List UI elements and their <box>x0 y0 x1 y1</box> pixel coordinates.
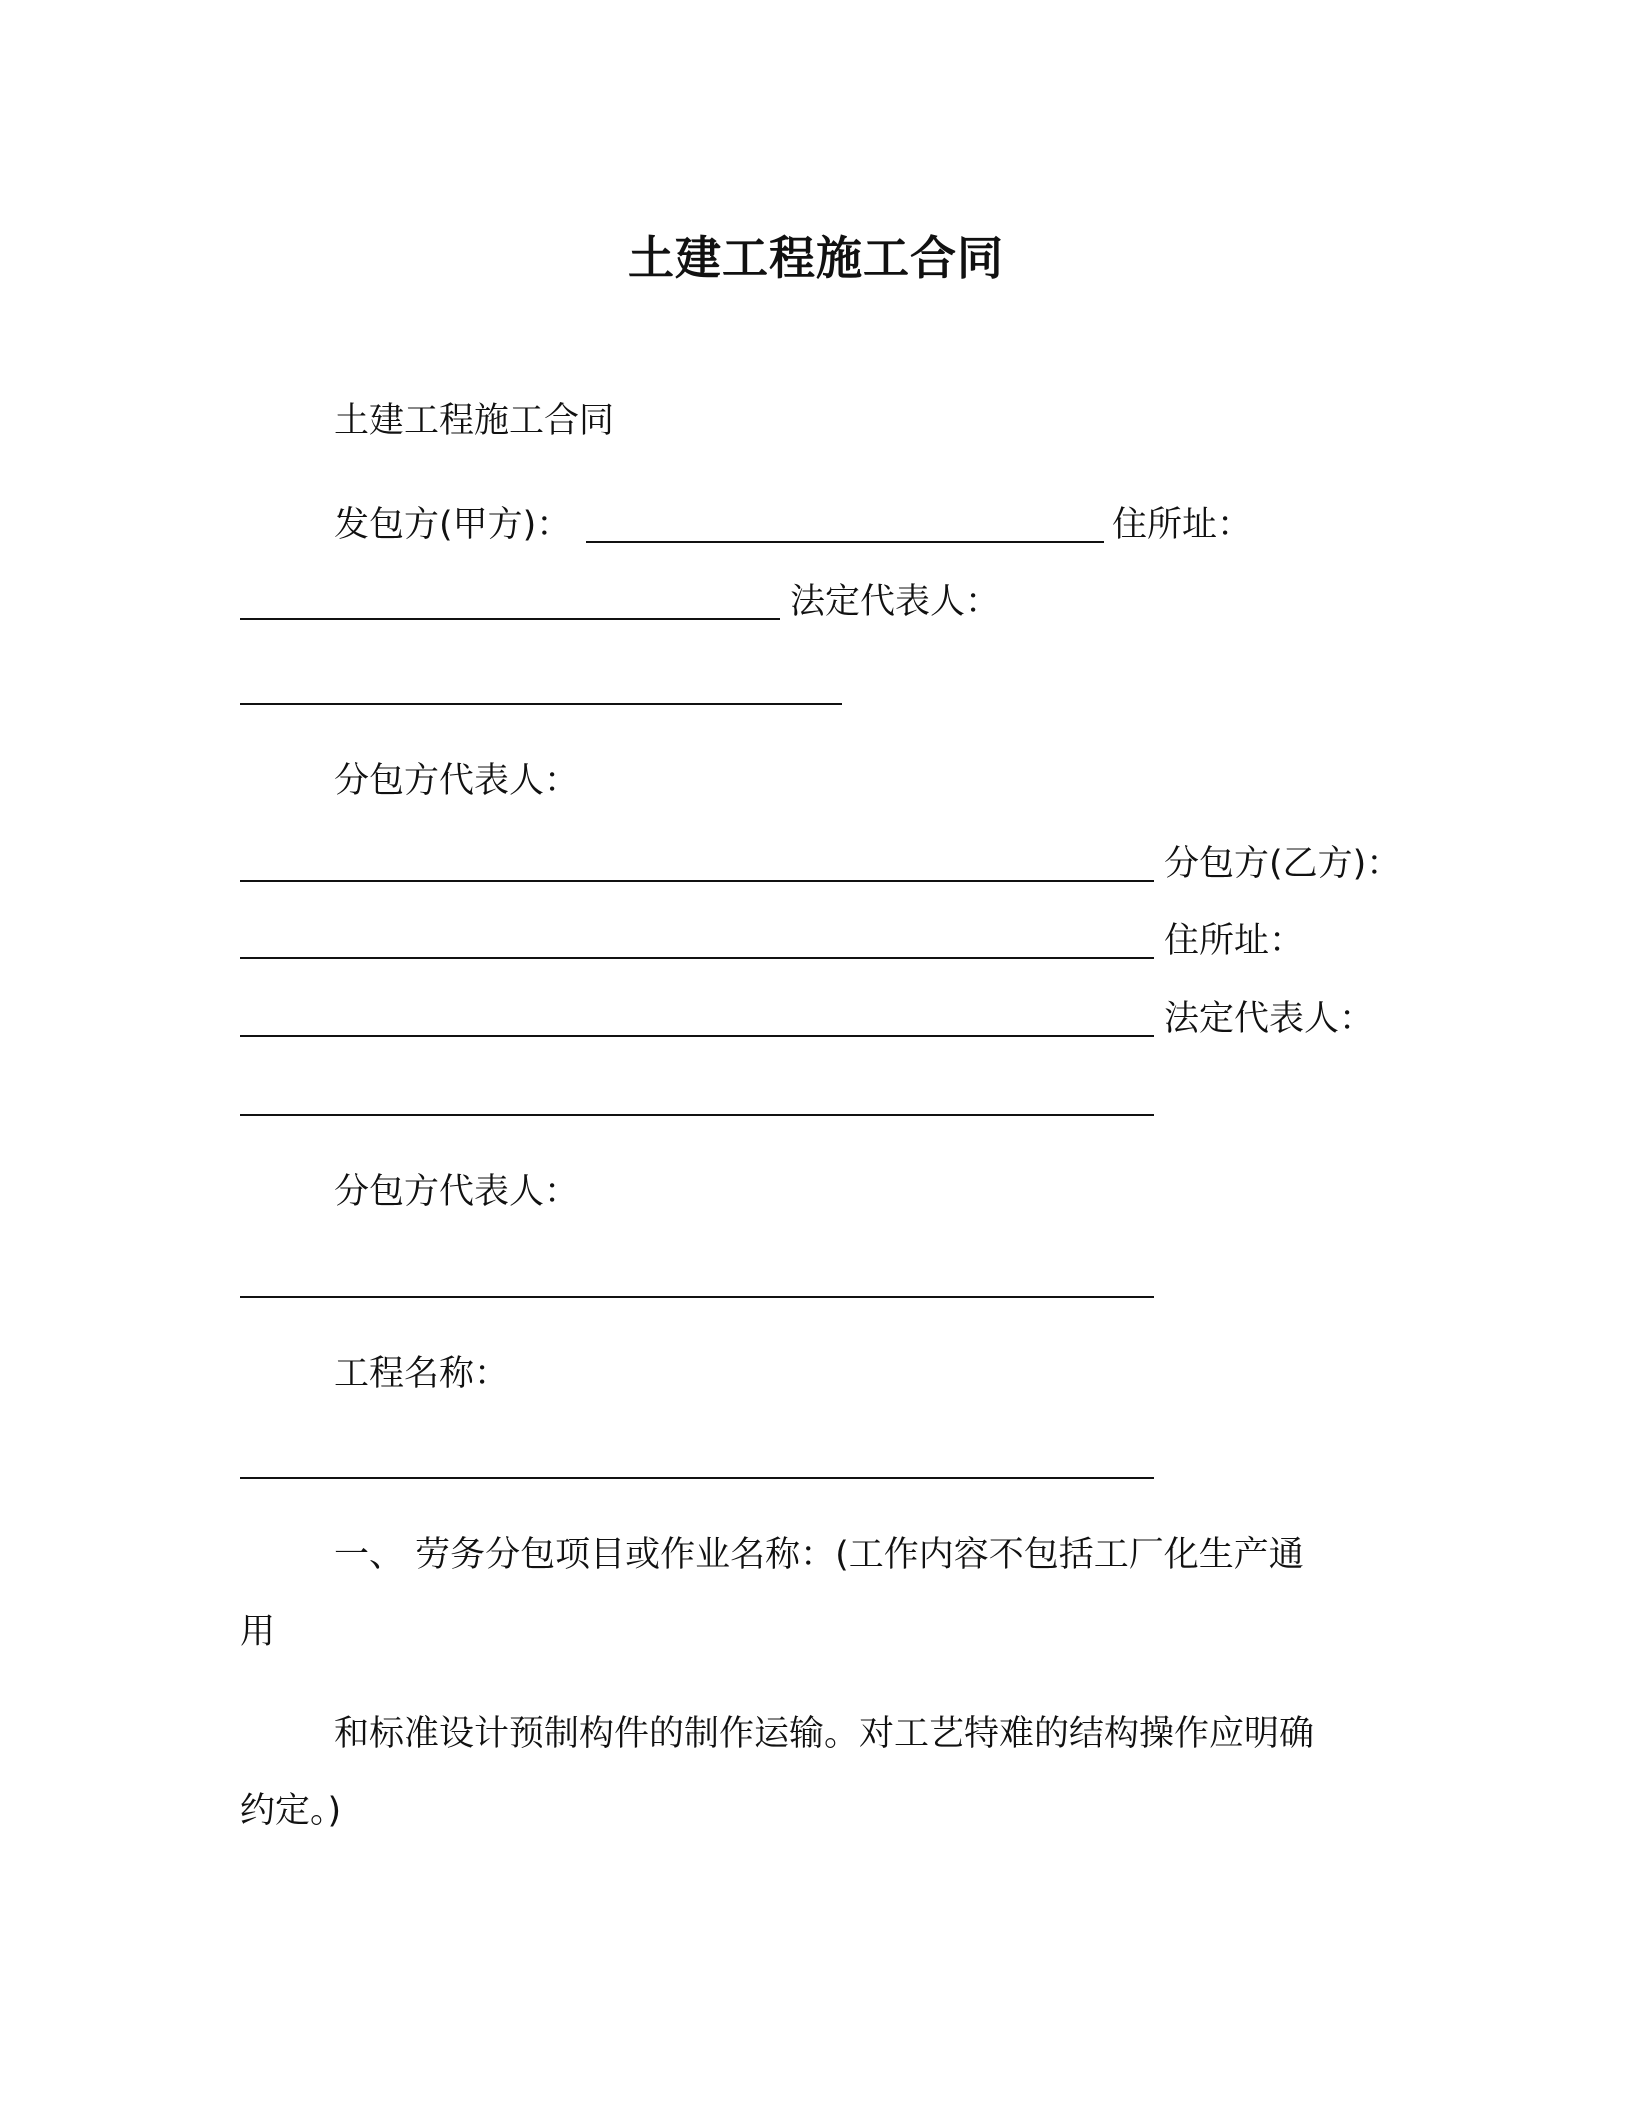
subcontractor-label: 分包方(乙方)： <box>1164 844 1402 884</box>
subcontractor-rep-label-1: 分包方代表人： <box>334 761 580 801</box>
subcontractor-legal-rep-label: 法定代表人： <box>1164 999 1375 1039</box>
section-one-line-4: 约定。) <box>240 1791 342 1831</box>
section-one-line-2: 用 <box>240 1612 276 1652</box>
employer-label: 发包方(甲方)： <box>334 505 572 545</box>
subcontractor-address-blank-line <box>240 1035 1154 1037</box>
employer-legal-rep-label: 法定代表人： <box>790 582 1001 622</box>
employer-address-label: 住所址： <box>1112 505 1253 545</box>
subcontractor-rep-label-2: 分包方代表人： <box>334 1172 580 1212</box>
project-name-label: 工程名称： <box>334 1354 510 1394</box>
section-one-line-3: 和标准设计预制构件的制作运输。对工艺特难的结构操作应明确 <box>334 1714 1315 1754</box>
subcontractor-rep-blank-line-1 <box>240 880 1154 882</box>
employer-legal-rep-blank-line <box>240 703 842 705</box>
document-title: 土建工程施工合同 <box>628 231 1004 285</box>
employer-address-blank-line <box>240 618 780 620</box>
document-subtitle: 土建工程施工合同 <box>334 401 615 441</box>
subcontractor-address-label: 住所址： <box>1164 921 1305 961</box>
employer-blank-line <box>586 541 1104 543</box>
subcontractor-blank-line <box>240 957 1154 959</box>
subcontractor-legal-rep-blank-line <box>240 1114 1154 1116</box>
section-one-line-1: 一、 劳务分包项目或作业名称：(工作内容不包括工厂化生产通 <box>334 1535 1304 1575</box>
subcontractor-rep-blank-line-2 <box>240 1296 1154 1298</box>
project-name-blank-line <box>240 1477 1154 1479</box>
